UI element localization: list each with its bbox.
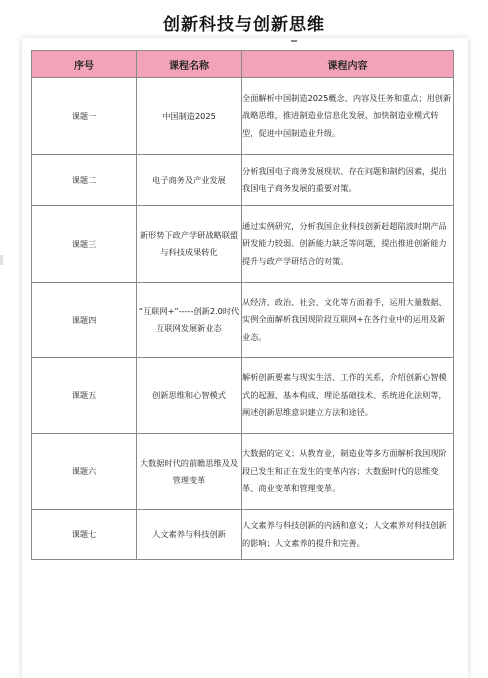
table-row	[32, 358, 454, 434]
row-course-name: 电子商务及产业发展	[137, 155, 242, 206]
row-course-name: 中国制造2025	[137, 78, 242, 155]
header-course-name: 课程名称	[137, 51, 242, 78]
row-index: 课题二	[32, 155, 137, 206]
document-title: 创新科技与创新思维	[163, 15, 325, 35]
row-index: 课题六	[32, 434, 137, 510]
row-course-content: 解析创新要素与现实生活、工作的关系，介绍创新心智模式的起源、基本构成、理论基础技术、系统进化法则等，阐述创新思维意识建立方法和途径。	[242, 358, 454, 434]
page-mark	[291, 40, 297, 42]
table-row	[32, 283, 454, 358]
row-course-content: 通过实例研究，分析我国企业科技创新赶超陷波时期产品研发能力较弱、创新能力缺乏等问题，提出推进创新能力提升与政产学研结合的对策。	[242, 206, 454, 283]
row-course-content: 全面解析中国制造2025概念、内容及任务和重点；用创新战略思维，推进制造业信息化发展，加快制造业模式转型，促进中国制造业升级。	[242, 78, 454, 155]
row-index: 课题一	[32, 78, 137, 155]
row-index: 课题五	[32, 358, 137, 434]
row-course-name: 新形势下政产学研战略联盟与科技成果转化	[137, 206, 242, 283]
row-course-name: 大数据时代的前瞻思维及及管理变革	[137, 434, 242, 510]
row-index: 课题四	[32, 283, 137, 358]
header-course-content: 课程内容	[242, 51, 454, 78]
scan-mark	[0, 255, 3, 265]
row-course-content: 分析我国电子商务发展现状、存在问题和制约因素，提出我国电子商务发展的重要对策。	[242, 155, 454, 206]
row-course-name: 人文素养与科技创新	[137, 510, 242, 560]
table-row	[32, 78, 454, 155]
table-row	[32, 206, 454, 283]
header-index: 序号	[32, 51, 137, 78]
table-row	[32, 510, 454, 560]
row-course-content: 人文素养与科技创新的内涵和意义；人文素养对科技创新的影响；人文素养的提升和完善。	[242, 510, 454, 560]
table-row	[32, 155, 454, 206]
row-course-content: 大数据的定义；从教育业，制造业等多方面解析我国现阶段已发生和正在发生的变革内容；大数据时代的思维变革、商业变革和管理变革。	[242, 434, 454, 510]
row-course-name: 创新思维和心智模式	[137, 358, 242, 434]
table-header-row	[32, 51, 454, 78]
row-index: 课题三	[32, 206, 137, 283]
row-course-content: 从经济、政治、社会、文化等方面着手，运用大量数据、实例全面解析我国现阶段互联网+在各行业中的运用及新业态。	[242, 283, 454, 358]
row-course-name: “互联网+”-----创新2.0时代互联网发展新业态	[137, 283, 242, 358]
table-row	[32, 434, 454, 510]
course-table	[31, 50, 454, 560]
row-index: 课题七	[32, 510, 137, 560]
